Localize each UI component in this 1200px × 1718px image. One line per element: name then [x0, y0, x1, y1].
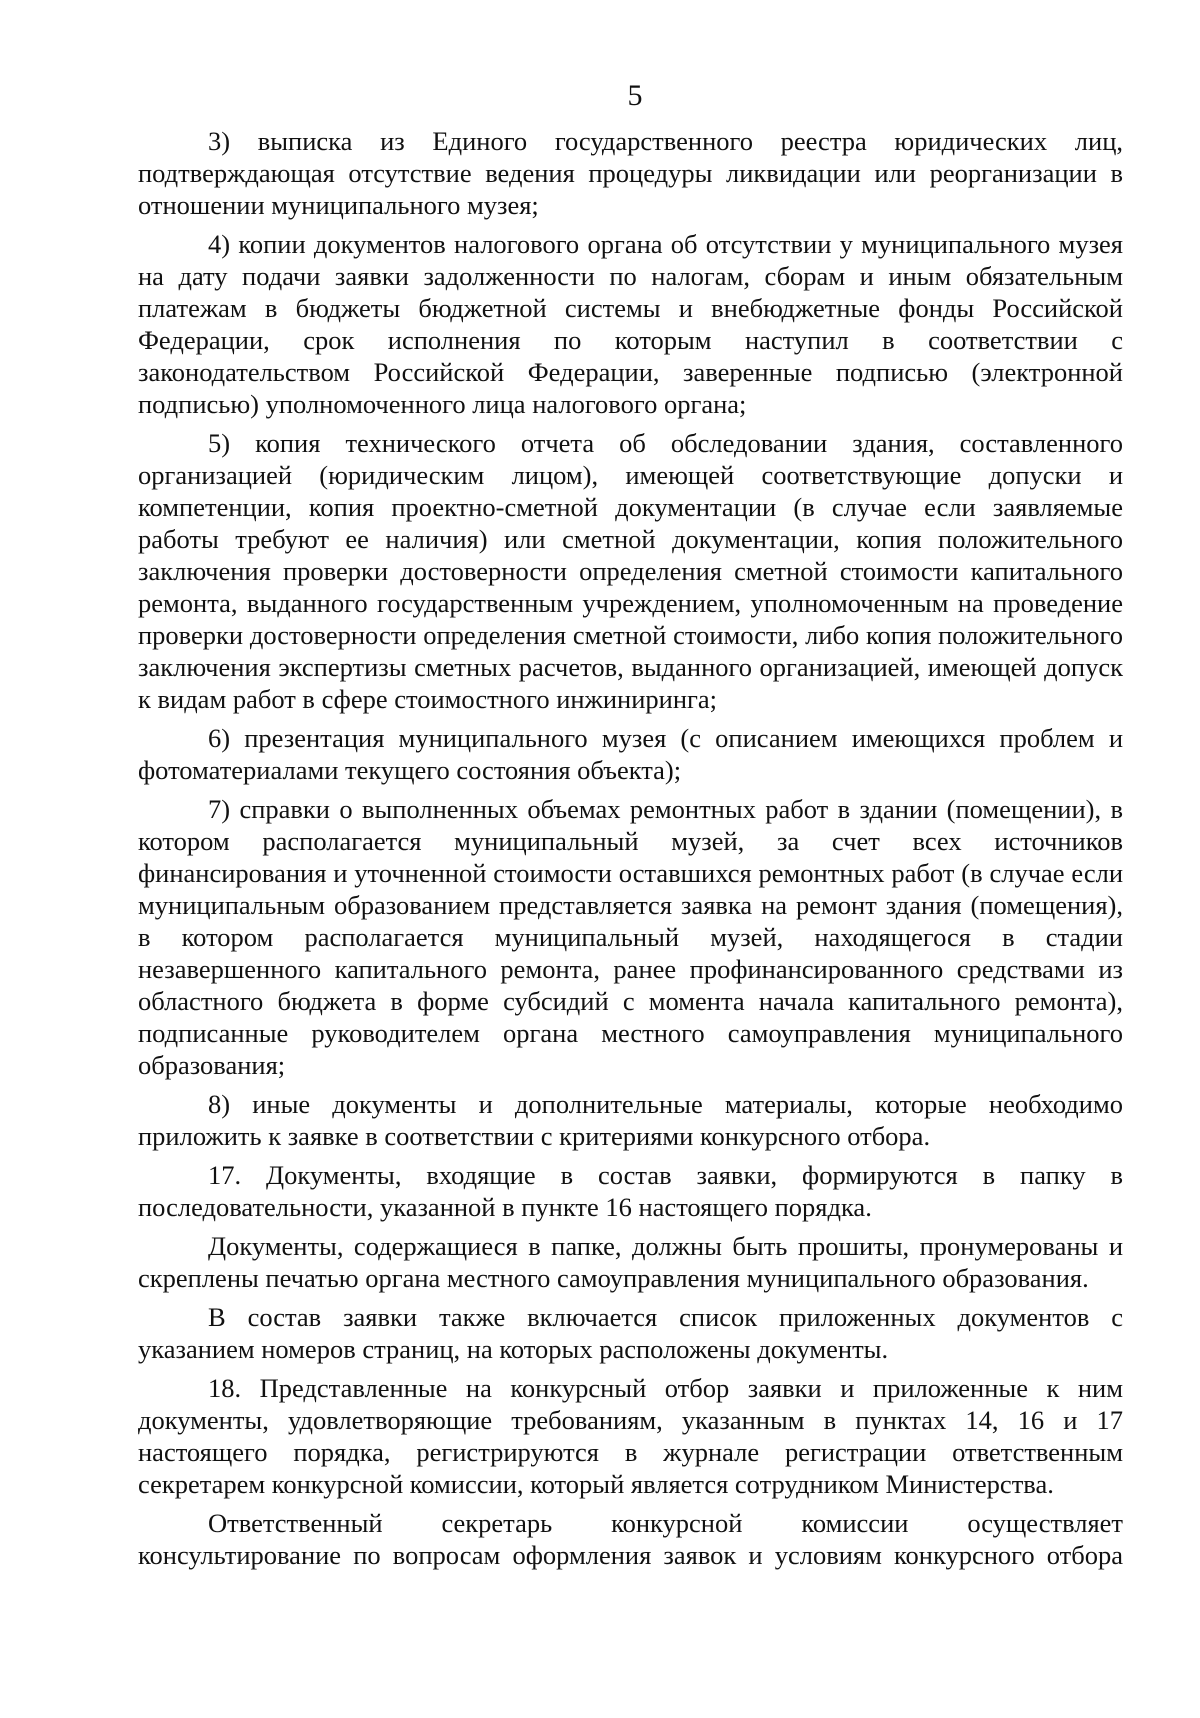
paragraph-item-4: 4) копии документов налогового органа об отсутствии у муниципального музея на дату подачи заявки задолженности по налогам, сборам и иным обязательным платежам в бюджеты бюджетной системы и внебюджетные фонды Российской Федерации, срок исполнения по которым наступил в соответствии с законодательством Российской Федерации, заверенные подписью (электронной подписью) уполномоченного лица налогового органа;: [138, 229, 1123, 419]
paragraph-item-5: 5) копия технического отчета об обследовании здания, составленного организацией (юридическим лицом), имеющей соответствующие допуски и компетенции, копия проектно-сметной документации (в случае если заявляемые работы требуют ее наличия) или сметной документации, копия положительного заключения проверки достоверности определения сметной стоимости капитального ремонта, выданного государственным учреждением, уполномоченным на проведение проверки достоверности определения сметной стоимости, либо копия положительного заключения экспертизы сметных расчетов, выданного организацией, имеющей допуск к видам работ в сфере стоимостного инжиниринга;: [138, 428, 1123, 714]
paragraph-item-8: 8) иные документы и дополнительные материалы, которые необходимо приложить к заявке в соответствии с критериями конкурсного отбора.: [138, 1089, 1123, 1151]
document-body: [138, 125, 1123, 1578]
paragraph-item-6: 6) презентация муниципального музея (с описанием имеющихся проблем и фотоматериалами текущего состояния объекта);: [138, 723, 1123, 785]
paragraph-item-7: 7) справки о выполненных объемах ремонтных работ в здании (помещении), в котором располагается муниципальный музей, за счет всех источников финансирования и уточненной стоимости оставшихся ремонтных работ (в случае если муниципальным образованием представляется заявка на ремонт здания (помещения), в котором располагается муниципальный музей, находящегося в стадии незавершенного капитального ремонта, ранее профинансированного средствами из областного бюджета в форме субсидий с момента начала капитального ремонта), подписанные руководителем органа местного самоуправления муниципального образования;: [138, 794, 1123, 1080]
paragraph-clause-17-list: В состав заявки также включается список приложенных документов с указанием номеров страниц, на которых расположены документы.: [138, 1302, 1123, 1364]
paragraph-clause-17: 17. Документы, входящие в состав заявки, формируются в папку в последовательности, указанной в пункте 16 настоящего порядка.: [138, 1160, 1123, 1222]
page-number: 5: [627, 79, 643, 112]
paragraph-clause-18: 18. Представленные на конкурсный отбор заявки и приложенные к ним документы, удовлетворяющие требованиям, указанным в пунктах 14, 16 и 17 настоящего порядка, регистрируются в журнале регистрации ответственным секретарем конкурсной комиссии, который является сотрудником Министерства.: [138, 1373, 1123, 1499]
paragraph-clause-18-secretary: Ответственный секретарь конкурсной комиссии осуществляет консультирование по вопросам оформления заявок и условиям конкурсного отбора: [138, 1508, 1123, 1570]
paragraph-item-3: 3) выписка из Единого государственного реестра юридических лиц, подтверждающая отсутствие ведения процедуры ликвидации или реорганизации в отношении муниципального музея;: [138, 126, 1123, 220]
paragraph-clause-17-binding: Документы, содержащиеся в папке, должны быть прошиты, пронумерованы и скреплены печатью органа местного самоуправления муниципального образования.: [138, 1231, 1123, 1293]
